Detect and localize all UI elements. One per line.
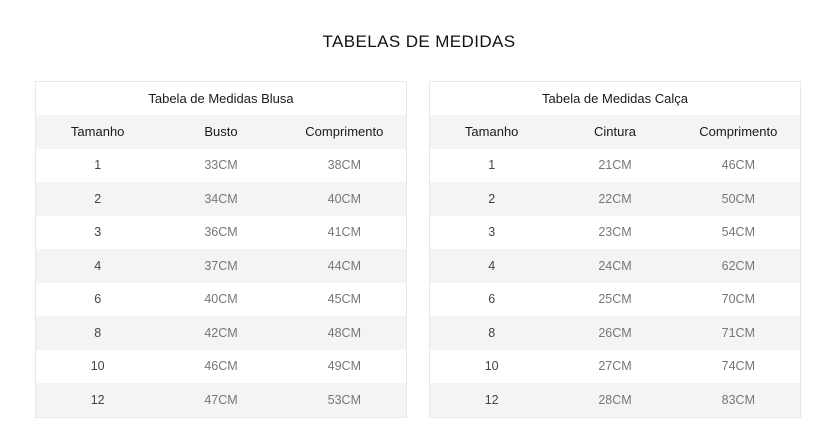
measurement-cell: 40CM [327,191,361,206]
page-title: TABELAS DE MEDIDAS [322,32,516,51]
measurement-cell: 34CM [204,191,238,206]
measurement-cell: 62CM [721,258,755,273]
measurement-cell: 44CM [327,258,361,273]
measurement-cell: 49CM [327,359,361,374]
measurement-cell: 46CM [721,158,755,173]
table-row [430,383,800,417]
column-header-length: Comprimento [305,124,384,140]
size-cell: 4 [94,258,102,273]
table-row [430,249,800,283]
measurement-cell: 37CM [204,258,238,273]
size-cell: 12 [484,392,499,407]
table-row [36,216,406,250]
column-header-size: Tamanho [464,124,519,140]
measurement-cell: 36CM [204,225,238,240]
measurement-cell: 48CM [327,325,361,340]
measurement-cell: 71CM [721,325,755,340]
measurement-cell: 38CM [327,158,361,173]
size-cell: 12 [90,392,105,407]
measurement-cell: 25CM [598,292,632,307]
table-row [36,249,406,283]
size-cell: 1 [94,158,102,173]
size-table-pants [429,81,801,418]
table-header-row [36,115,406,149]
size-cell: 2 [94,191,102,206]
measurement-cell: 45CM [327,292,361,307]
table-row [36,182,406,216]
size-table-blouse [35,81,407,418]
size-cell: 8 [488,325,496,340]
measurement-cell: 46CM [204,359,238,374]
column-header-size: Tamanho [70,124,125,140]
table-row [36,350,406,384]
measurement-cell: 83CM [721,392,755,407]
table-body [430,149,800,417]
table-row [430,283,800,317]
table-row [36,316,406,350]
measurement-cell: 23CM [598,225,632,240]
column-header-bust: Busto [204,124,238,140]
table-row [430,216,800,250]
table-row [430,182,800,216]
measurement-cell: 33CM [204,158,238,173]
table-row [36,149,406,183]
size-cell: 6 [488,292,496,307]
measurement-cell: 47CM [204,392,238,407]
measurement-cell: 41CM [327,225,361,240]
measurement-cell: 24CM [598,258,632,273]
size-cell: 3 [488,225,496,240]
table-row [430,350,800,384]
measurement-cell: 53CM [327,392,361,407]
measurement-cell: 50CM [721,191,755,206]
table-row [430,316,800,350]
size-cell: 4 [488,258,496,273]
measurement-cell: 27CM [598,359,632,374]
table-row [36,283,406,317]
table-row [430,149,800,183]
table-caption: Tabela de Medidas Calça [430,82,800,115]
measurement-cell: 28CM [598,392,632,407]
measurement-cell: 22CM [598,191,632,206]
measurement-cell: 21CM [598,158,632,173]
measurement-cell: 54CM [721,225,755,240]
table-caption: Tabela de Medidas Blusa [36,82,406,115]
size-cell: 8 [94,325,102,340]
column-header-length: Comprimento [699,124,778,140]
table-row [36,383,406,417]
measurement-cell: 42CM [204,325,238,340]
size-cell: 2 [488,191,496,206]
size-cell: 6 [94,292,102,307]
measurement-cell: 74CM [721,359,755,374]
table-body [36,149,406,417]
table-header-row [430,115,800,149]
measurement-cell: 70CM [721,292,755,307]
measurement-cell: 26CM [598,325,632,340]
size-cell: 10 [484,359,499,374]
size-cell: 1 [488,158,496,173]
column-header-waist: Cintura [594,124,636,140]
size-cell: 10 [90,359,105,374]
size-cell: 3 [94,225,102,240]
measurement-cell: 40CM [204,292,238,307]
